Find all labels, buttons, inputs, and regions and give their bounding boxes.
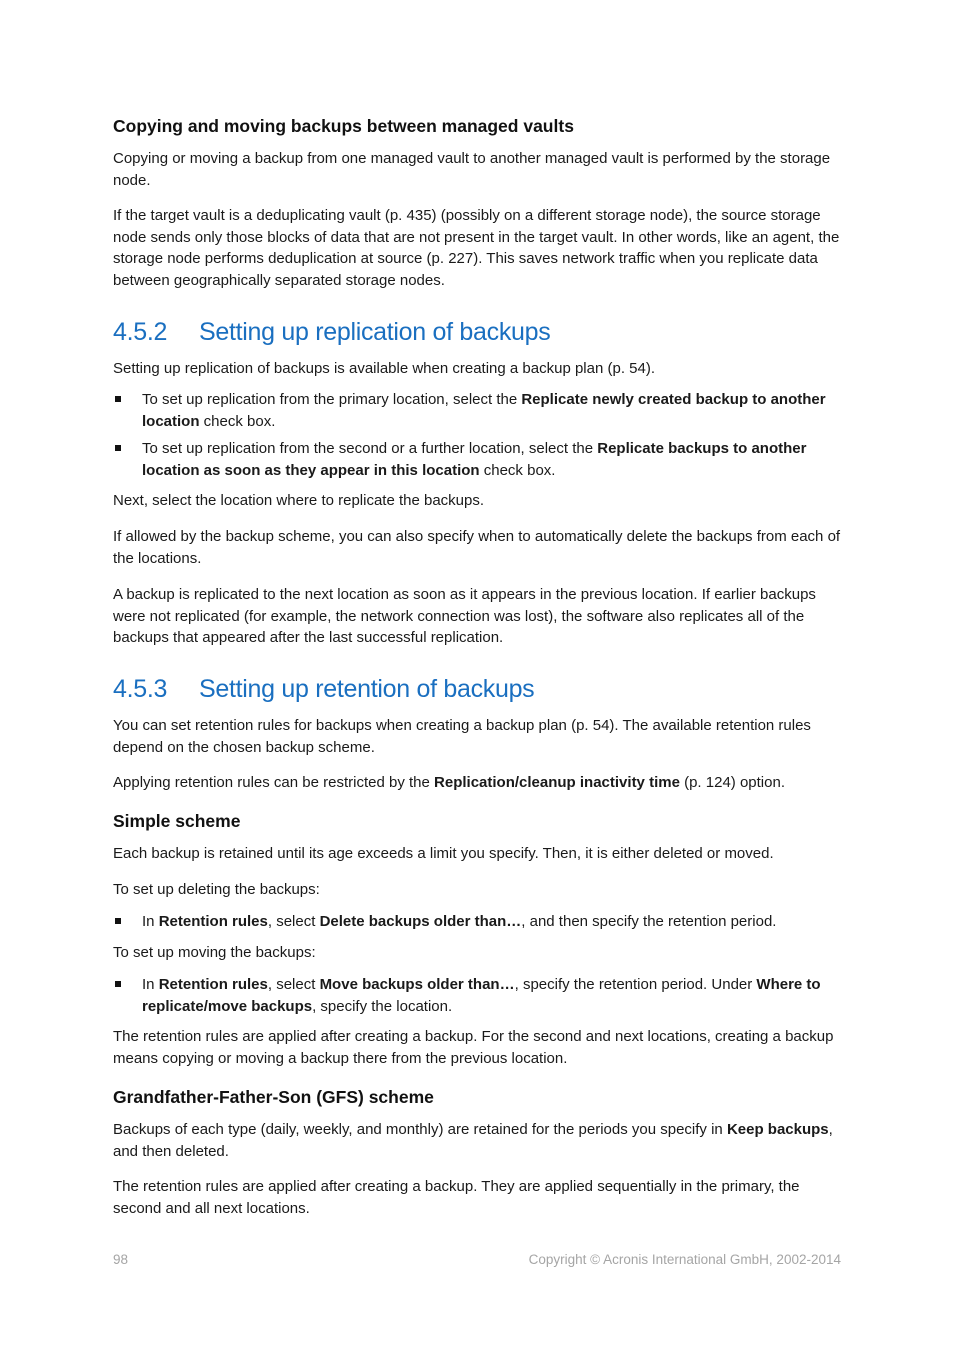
inline-text: , and then deleted. — [113, 1121, 833, 1160]
list-item-text: , select — [267, 976, 320, 993]
copyright-notice: Copyright © Acronis International GmbH, 2002-2014 — [528, 1252, 841, 1267]
list-item-text: To set up replication from the second or a further location, select the — [142, 440, 598, 457]
paragraph — [113, 1026, 843, 1069]
list-item — [113, 438, 843, 481]
section-heading-4-5-3 — [113, 673, 843, 705]
list-item-text: In — [142, 913, 159, 930]
section-number: 4.5.3 — [113, 675, 168, 703]
paragraph-text: To set up moving the backups: — [113, 944, 316, 961]
paragraph — [113, 843, 843, 865]
paragraph — [113, 1176, 843, 1219]
paragraph-text: To set up deleting the backups: — [113, 881, 320, 898]
section-title: Setting up replication of backups — [199, 318, 551, 346]
list-item-bold: Delete backups older than… — [319, 913, 522, 930]
paragraph-text: A backup is replicated to the next location as soon as it appears in the previous location. If earlier backups were not replicated (for example, the network connection was lost), the software also replicates all of the backups that appeared after the last successful replication. — [113, 586, 816, 647]
inline-text: Applying retention rules can be restricted by the — [113, 774, 435, 791]
bullet-list — [113, 911, 843, 933]
paragraph — [113, 148, 843, 191]
inline-bold: Keep backups — [726, 1121, 829, 1138]
list-item-text: check box. — [479, 461, 556, 479]
list-item-bold: Replicate backups to another location as soon as they appear in this location — [142, 440, 807, 479]
subheading-text: Grandfather-Father-Son (GFS) scheme — [113, 1087, 434, 1107]
subheading-text: Simple scheme — [113, 811, 241, 831]
paragraph-text: The retention rules are applied after creating a backup. For the second and next locations, creating a backup means copying or moving a backup there from the previous location. — [113, 1028, 834, 1067]
section-number: 4.5.2 — [113, 318, 168, 346]
paragraph-text: Copying or moving a backup from one managed vault to another managed vault is performed by the storage node. — [113, 150, 831, 189]
list-item-bold: Move backups older than… — [319, 976, 515, 993]
paragraph-text — [113, 1119, 843, 1162]
paragraph — [113, 526, 843, 569]
list-item-bold: Replicate newly created backup to another location — [142, 391, 826, 430]
list-item-bold: Retention rules — [158, 976, 268, 993]
paragraph — [113, 772, 843, 794]
paragraph — [113, 879, 843, 901]
paragraph-text: Each backup is retained until its age exceeds a limit you specify. Then, it is either deleted or moved. — [113, 845, 774, 862]
paragraph-text: You can set retention rules for backups when creating a backup plan (p. 54). The available retention rules depend on the chosen backup scheme. — [113, 717, 811, 756]
page-number: 98 — [113, 1252, 129, 1267]
subheading-text: Copying and moving backups between managed vaults — [113, 116, 574, 136]
section-heading-4-5-2 — [113, 316, 843, 348]
list-item-text: , and then specify the retention period. — [521, 913, 777, 930]
paragraph — [113, 715, 843, 758]
bullet-list — [113, 974, 843, 1017]
bullet-list — [113, 389, 843, 432]
list-item-bold: Where to replicate/move backups — [142, 976, 821, 1015]
list-item-text: , specify the location. — [312, 997, 453, 1015]
paragraph-text: Setting up replication of backups is available when creating a backup plan (p. 54). — [113, 360, 655, 377]
inline-text: Backups of each type (daily, weekly, and monthly) are retained for the periods you specify in — [113, 1121, 727, 1138]
list-item-text: , specify the retention period. Under — [514, 976, 757, 993]
list-item-bold: Retention rules — [158, 913, 268, 930]
paragraph-text — [113, 772, 843, 794]
list-item-text: In — [142, 976, 159, 993]
paragraph — [113, 942, 843, 964]
paragraph — [113, 1119, 843, 1162]
subheading-gfs-scheme — [113, 1086, 843, 1108]
inline-bold: Replication/cleanup inactivity time — [434, 774, 680, 791]
paragraph — [113, 358, 843, 380]
list-item — [113, 974, 843, 1017]
paragraph — [113, 584, 843, 649]
paragraph-text: If the target vault is a deduplicating vault (p. 435) (possibly on a different storage node), the source storage node sends only those blocks of data that are not present in the target vault. In other words, like an agent, the storage node performs deduplication at source (p. 227). This saves network traffic when you replicate data between geographically separated storage nodes. — [113, 207, 840, 289]
subheading-copying-moving — [113, 115, 843, 137]
paragraph — [113, 490, 843, 512]
list-item — [113, 911, 843, 933]
bullet-list — [113, 438, 843, 481]
list-item — [113, 389, 843, 432]
inline-text: (p. 124) option. — [679, 774, 785, 791]
paragraph — [113, 205, 843, 291]
section-title: Setting up retention of backups — [199, 675, 535, 703]
paragraph-text: If allowed by the backup scheme, you can also specify when to automatically delete the backups from each of the locations. — [113, 528, 841, 567]
list-item-text: To set up replication from the primary location, select the — [142, 391, 522, 408]
paragraph-text: Next, select the location where to replicate the backups. — [113, 492, 485, 509]
list-item-text: , select — [267, 913, 320, 930]
paragraph-text: The retention rules are applied after creating a backup. They are applied sequentially in the primary, the second and all next locations. — [113, 1178, 800, 1217]
subheading-simple-scheme — [113, 810, 843, 832]
list-item-text: check box. — [199, 412, 276, 430]
